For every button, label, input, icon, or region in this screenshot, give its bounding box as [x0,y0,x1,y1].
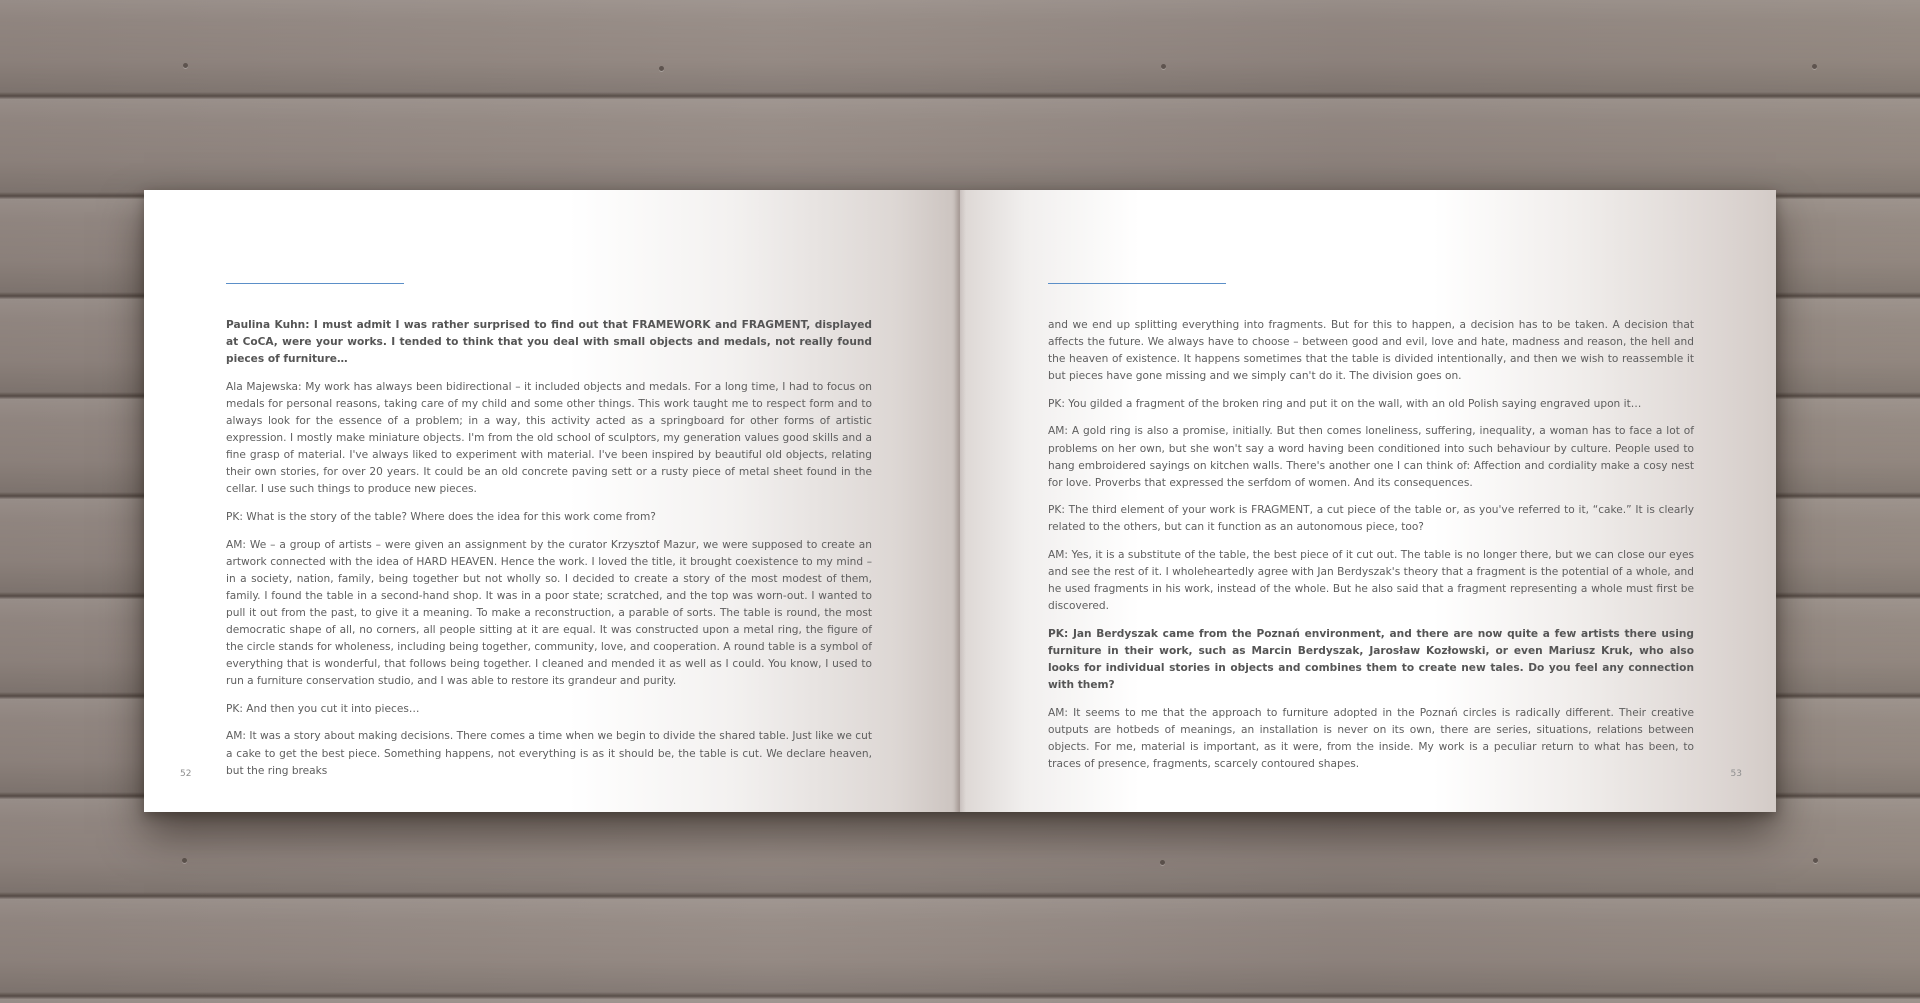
interview-paragraph: Ala Majewska: My work has always been bidirectional – it included objects and medals. For a long time, I had to focus on medals for personal reasons, taking care of my child and some other things. This work taught me to respect form and to always look for the essence of a problem; in a way, this activity acted as a springboard for other forms of artistic expression. I mostly make miniature objects. I'm from the old school of sculptors, my generation values good skills and a fine grasp of material. I've always liked to experiment with material. I've been inspired by beautiful old objects, relating their own stories, for over 20 years. It could be an old concrete paving sett or a rusty piece of metal sheet found in the cellar. I use such things to produce new pieces. [226,380,872,496]
nail-head [659,66,664,71]
interview-text-right [1048,317,1694,784]
interview-question: PK: What is the story of the table? Where does the idea for this work come from? [226,510,656,523]
nail-head [1813,858,1818,863]
nail-head [182,858,187,863]
right-page [960,190,1776,812]
interview-paragraph: AM: Yes, it is a substitute of the table, the best piece of it cut out. The table is no longer there, but we can close our eyes and see the rest of it. I wholeheartedly agree with Jan Berdyszak's theory that a fragment is the potential of a whole, and he used fragments in his work, instead of the whole. But he also said that a fragment representing a whole must first be discovered. [1048,549,1694,613]
left-page [144,190,960,812]
page-number: 53 [1730,769,1742,779]
open-booklet [144,190,1776,812]
book-gutter [954,190,966,812]
interview-paragraph: AM: It seems to me that the approach to furniture adopted in the Poznań circles is radically different. Their creative outputs are hotbeds of meanings, an installation is never on its own, there are series, situations, relations between objects. For me, material is important, as it were, from the inside. My work is a peculiar return to what has been, to traces of presence, fragments, scarcely contoured shapes. [1048,706,1694,771]
nail-head [1812,64,1817,69]
interview-question: PK: Jan Berdyszak came from the Poznań environment, and there are now quite a few artists there using furniture in their work, such as Marcin Berdyszak, Jarosław Kozłowski, or even Mariusz Kruk, who also looks for individual stories in objects and combines them to create new tales. Do you feel any connection with them? [1048,627,1694,692]
interview-question: PK: And then you cut it into pieces… [226,702,420,715]
interview-paragraph: AM: We – a group of artists – were given an assignment by the curator Krzysztof Mazur, we were supposed to create an artwork connected with the idea of HARD HEAVEN. Hence the work. I loved the title, it brought coexistence to my mind – in a society, nation, family, being together but not wholly so. I decided to create a story of the most modest of them, family. I found the table in a second-hand shop. It was in a poor state; scratched, and the top was worn-out. I wanted to pull it out from the past, to give it a meaning. To make a reconstruction, a parable of sorts. The table is round, the most democratic shape of all, no corners, all people sitting at it are equal. It was constructed upon a metal ring, the figure of the circle stands for wholeness, including being together, community, love, and cooperation. A round table is a symbol of everything that is wonderful, that follows being together. I cleaned and mended it as well as I could. You know, I used to run a furniture conservation studio, and I was able to restore its grandeur and purity. [226,538,872,688]
interview-question: PK: The third element of your work is FRAGMENT, a cut piece of the table or, as you've referred to it, “cake.” It is clearly related to the others, but can it function as an autonomous piece, too? [1048,504,1694,534]
interview-paragraph: and we end up splitting everything into fragments. But for this to happen, a decision has to be taken. A decision that affects the future. We always have to choose – between good and evil, love and hate, madness and reason, the hell and the heaven of existence. It happens sometimes that the table is divided intentionally, and then we wish to reassemble it but pieces have gone missing and we simply can't do it. The division goes on. [1048,319,1694,383]
interview-text-left [226,317,872,790]
accent-rule [226,283,404,284]
interview-paragraph: Paulina Kuhn: I must admit I was rather surprised to find out that FRAMEWORK and FRAGMENT, displayed at CoCA, were your works. I tended to think that you deal with small objects and medals, not really found pieces of furniture… [226,319,872,366]
accent-rule [1048,283,1226,284]
page-number: 52 [180,769,192,779]
interview-paragraph: AM: It was a story about making decisions. There comes a time when we begin to divide the shared table. Just like we cut a cake to get the best piece. Something happens, not everything is as it should be, the table is cut. We declare heaven, but the ring breaks [226,730,872,777]
nail-head [1160,860,1165,865]
interview-paragraph: AM: A gold ring is also a promise, initially. But then comes loneliness, suffering, inequality, a woman has to face a lot of problems on her own, but she won't say a word having been conditioned into such behaviour by culture. People used to hang embroidered sayings on kitchen walls. There's another one I can think of: Affection and cordiality make a cosy nest for love. Proverbs that expressed the serfdom of women. And its consequences. [1048,425,1694,489]
nail-head [1161,64,1166,69]
nail-head [183,63,188,68]
interview-question: PK: You gilded a fragment of the broken ring and put it on the wall, with an old Polish saying engraved upon it… [1048,397,1642,410]
